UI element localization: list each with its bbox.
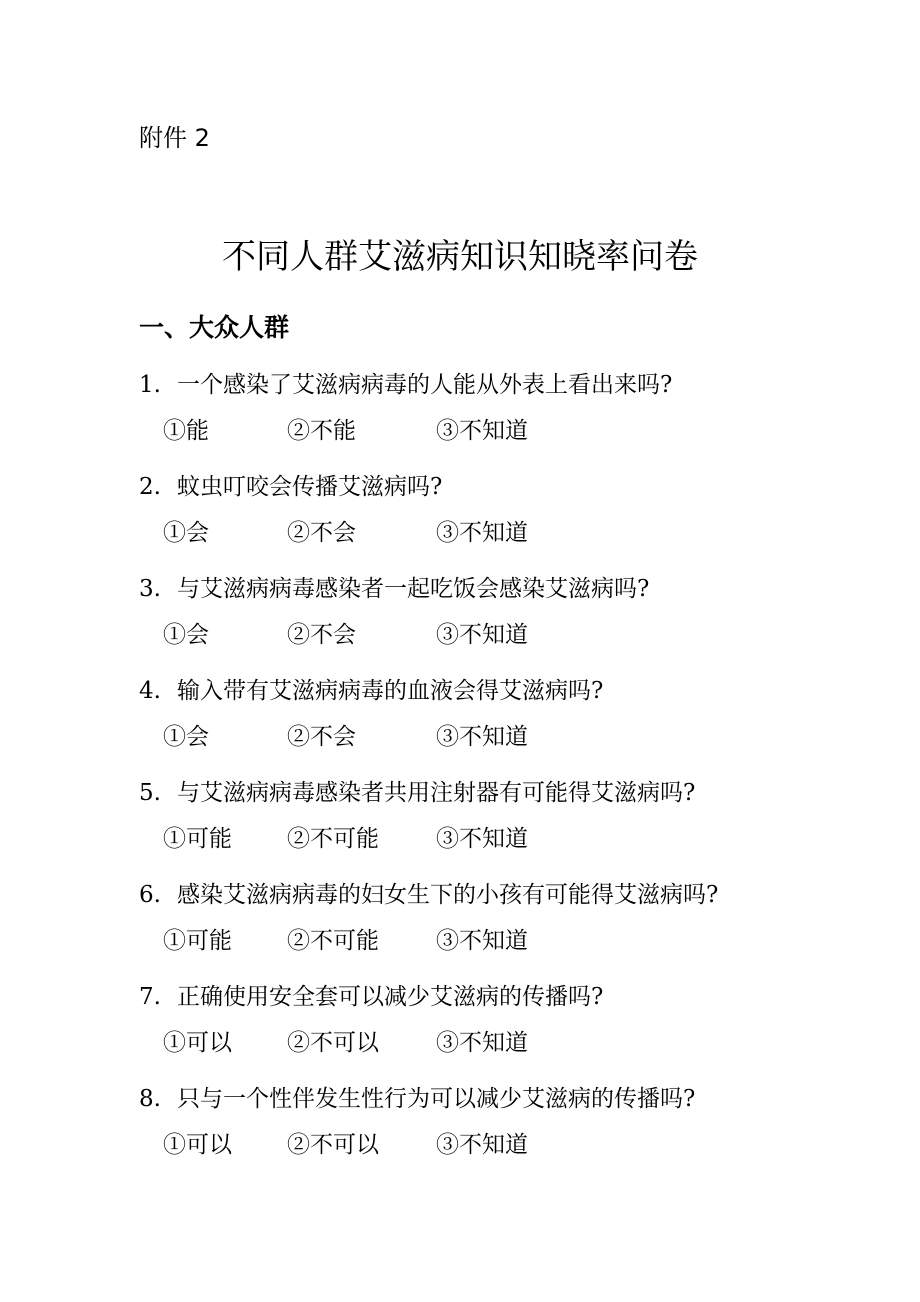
question-text: 正确使用安全套可以减少艾滋病的传播吗? [177,984,604,1010]
question-3 [139,566,859,668]
option-1: ①会 [163,520,209,546]
option-1: ①会 [163,724,209,750]
question-text: 只与一个性伴发生性行为可以减少艾滋病的传播吗? [177,1086,696,1112]
section-heading: 一、大众人群 [139,313,290,342]
option-3: ③不知道 [436,622,528,648]
question-number: 1. [139,372,161,398]
option-1: ①可以 [163,1132,232,1158]
attachment-label: 附件 2 [139,124,210,152]
question-2 [139,464,859,566]
document-title: 不同人群艾滋病知识知晓率问卷 [222,237,698,277]
question-5 [139,770,859,872]
option-3: ③不知道 [436,418,528,444]
question-text-line [139,872,859,918]
question-number: 6. [139,882,161,908]
question-text: 输入带有艾滋病病毒的血液会得艾滋病吗? [177,678,604,704]
option-3: ③不知道 [436,1030,528,1056]
question-4 [139,668,859,770]
answer-options [139,816,859,872]
option-2: ②不会 [287,622,356,648]
question-1 [139,362,859,464]
question-text-line [139,1076,859,1122]
question-text-line [139,668,859,714]
option-2: ②不可以 [287,1132,379,1158]
option-2: ②不会 [287,520,356,546]
question-number: 8. [139,1086,161,1112]
question-list [139,362,859,1178]
option-2: ②不可能 [287,826,379,852]
option-2: ②不可能 [287,928,379,954]
question-6 [139,872,859,974]
answer-options [139,510,859,566]
option-1: ①可能 [163,928,232,954]
question-7 [139,974,859,1076]
option-2: ②不能 [287,418,356,444]
option-1: ①可能 [163,826,232,852]
answer-options [139,612,859,668]
option-1: ①能 [163,418,209,444]
question-text-line [139,770,859,816]
question-text: 感染艾滋病病毒的妇女生下的小孩有可能得艾滋病吗? [177,882,719,908]
answer-options [139,1122,859,1178]
question-text: 与艾滋病病毒感染者共用注射器有可能得艾滋病吗? [177,780,696,806]
question-text-line [139,974,859,1020]
question-text-line [139,464,859,510]
question-number: 3. [139,576,161,602]
option-3: ③不知道 [436,826,528,852]
question-number: 2. [139,474,161,500]
option-2: ②不可以 [287,1030,379,1056]
answer-options [139,408,859,464]
option-3: ③不知道 [436,1132,528,1158]
question-text-line [139,362,859,408]
question-text: 与艾滋病病毒感染者一起吃饭会感染艾滋病吗? [177,576,650,602]
option-1: ①会 [163,622,209,648]
option-1: ①可以 [163,1030,232,1056]
answer-options [139,714,859,770]
option-3: ③不知道 [436,928,528,954]
question-text: 蚊虫叮咬会传播艾滋病吗? [177,474,443,500]
question-number: 4. [139,678,161,704]
option-3: ③不知道 [436,520,528,546]
question-number: 5. [139,780,161,806]
option-2: ②不会 [287,724,356,750]
question-number: 7. [139,984,161,1010]
question-text: 一个感染了艾滋病病毒的人能从外表上看出来吗? [177,372,673,398]
answer-options [139,918,859,974]
option-3: ③不知道 [436,724,528,750]
question-text-line [139,566,859,612]
answer-options [139,1020,859,1076]
question-8 [139,1076,859,1178]
